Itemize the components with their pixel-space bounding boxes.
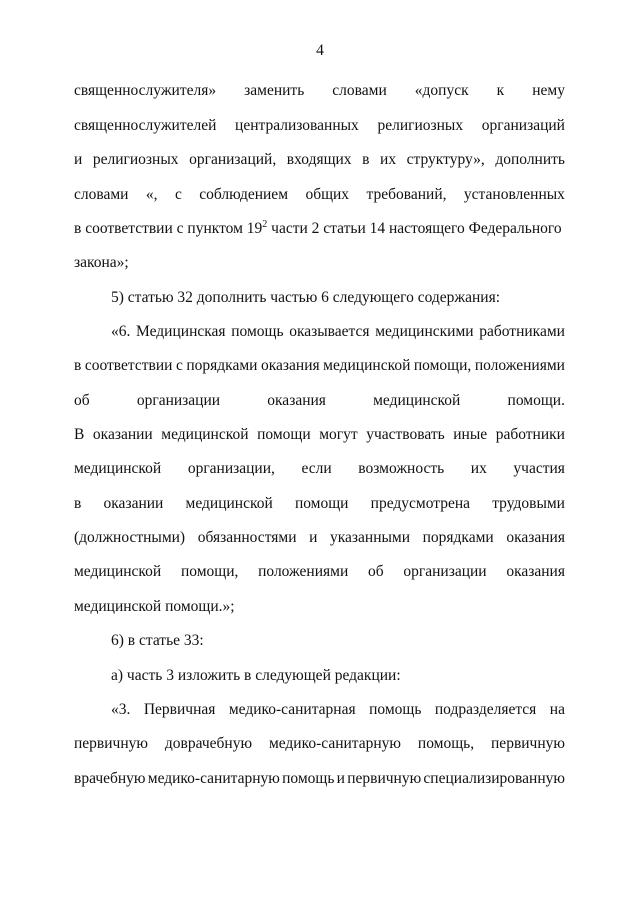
word: с: [175, 357, 183, 374]
word: организации: [403, 563, 487, 580]
word: оказания: [506, 563, 565, 580]
word: словами: [74, 186, 129, 203]
text-line: [74, 424, 565, 446]
word: подразделяется: [434, 701, 537, 718]
word: в: [362, 151, 370, 168]
word: врачебную: [74, 770, 146, 787]
line-text: а) часть 3 изложить в следующей редакции:: [111, 667, 401, 684]
text-line: [74, 252, 565, 274]
word: требований,: [366, 186, 447, 203]
word: работниками: [479, 323, 565, 340]
word: в: [74, 357, 82, 374]
word: «допуск: [414, 82, 469, 99]
word: организации,: [187, 460, 275, 477]
word: заменить: [244, 82, 305, 99]
word: централизованных: [235, 117, 359, 134]
word: в: [74, 495, 82, 512]
word: помощь: [231, 323, 284, 340]
line-text: в соответствии с пунктом 19: [74, 220, 263, 237]
word: медицинской: [185, 495, 273, 512]
word: В: [74, 426, 85, 443]
text-line: [74, 149, 565, 171]
word: к: [496, 82, 505, 99]
text-line: [74, 527, 565, 549]
word: соответствии: [84, 357, 173, 374]
word: участвовать: [366, 426, 445, 443]
word: положениями: [258, 563, 349, 580]
word: «6.: [111, 323, 131, 340]
word: дополнить: [495, 151, 565, 168]
text-line: [74, 493, 565, 515]
word: (должностными): [74, 529, 186, 546]
word: оказания: [260, 357, 320, 374]
word: помощь: [369, 701, 422, 718]
word: с: [174, 186, 182, 203]
word: об: [368, 563, 384, 580]
word: оказывается: [289, 323, 370, 340]
word: медико-санитарную: [268, 735, 402, 752]
word: структуру»,: [406, 151, 485, 168]
word: оказания: [267, 392, 326, 409]
word: обязанностями: [197, 529, 297, 546]
word: их: [380, 151, 397, 168]
text-line: [74, 218, 565, 240]
word: Первичная: [143, 701, 216, 718]
word: медико-санитарную: [147, 770, 280, 787]
text-line: [111, 321, 565, 343]
word: медицинской: [74, 563, 162, 580]
word: входящих: [286, 151, 352, 168]
word: медицинской: [74, 460, 162, 477]
word: помощи,: [413, 357, 472, 374]
word: нему: [532, 82, 565, 99]
text-line: [111, 665, 565, 687]
word: и: [336, 770, 345, 787]
word: медико-санитарная: [228, 701, 356, 718]
word: медицинской: [323, 357, 411, 374]
word: работники: [495, 426, 565, 443]
text-line: [74, 561, 565, 583]
word: предусмотрена: [370, 495, 471, 512]
word: на: [549, 701, 565, 718]
text-line: [74, 768, 565, 790]
word: могут: [319, 426, 358, 443]
line-text: 6) в статье 33:: [111, 632, 204, 649]
text-line: [74, 355, 565, 377]
word: помощи.: [507, 392, 565, 409]
word: «,: [145, 186, 158, 203]
word: общих: [305, 186, 350, 203]
word: оказании: [92, 426, 153, 443]
word: «3.: [111, 701, 131, 718]
word: помощь,: [417, 735, 475, 752]
word: их: [470, 460, 487, 477]
word: установленных: [463, 186, 565, 203]
word: словами: [332, 82, 387, 99]
word: священнослужителей: [74, 117, 217, 134]
text-line: [74, 115, 565, 137]
word: первичную: [491, 735, 565, 752]
word: иные: [453, 426, 488, 443]
word: медицинскими: [375, 323, 474, 340]
word: об: [74, 392, 90, 409]
word: медицинской: [161, 426, 249, 443]
word: участия: [513, 460, 565, 477]
word: первичную: [347, 770, 422, 787]
word: оказания: [506, 529, 565, 546]
word: религиозных: [377, 117, 464, 134]
text-line: [74, 733, 565, 755]
text-line: [111, 630, 565, 652]
line-text: закона»;: [74, 254, 129, 271]
word: трудовыми: [492, 495, 565, 512]
word: медицинской: [373, 392, 461, 409]
word: помощь: [282, 770, 335, 787]
word: организаций: [481, 117, 565, 134]
text-line: [111, 699, 565, 721]
line-text: части 2 статьи 14 настоящего Федерального: [267, 220, 562, 237]
page-number: 4: [316, 42, 324, 59]
line-text: медицинской помощи.»;: [74, 598, 235, 615]
word: помощи: [294, 495, 349, 512]
superscript: 2: [262, 219, 268, 230]
word: и: [309, 529, 318, 546]
word: возможность: [358, 460, 445, 477]
text-line: [74, 390, 565, 412]
word: организаций,: [189, 151, 277, 168]
word: указанными: [329, 529, 411, 546]
word: помощи: [257, 426, 311, 443]
word: и: [74, 151, 83, 168]
line-text: 5) статью 32 дополнить частью 6 следующего содержания:: [111, 289, 501, 306]
word: соблюдением: [199, 186, 288, 203]
word: первичную: [74, 735, 148, 752]
text-line: [74, 184, 565, 206]
text-line: [74, 596, 565, 618]
word: порядками: [186, 357, 258, 374]
word: священнослужителя»: [74, 82, 217, 99]
text-line: [74, 80, 565, 102]
word: организации: [136, 392, 221, 409]
word: специализированную: [423, 770, 565, 787]
word: религиозных: [92, 151, 179, 168]
word: порядками: [422, 529, 494, 546]
word: если: [301, 460, 332, 477]
text-line: [111, 287, 565, 309]
word: помощи,: [180, 563, 239, 580]
word: оказании: [103, 495, 164, 512]
text-line: [74, 458, 565, 480]
word: доврачебную: [164, 735, 253, 752]
word: положениями: [474, 357, 565, 374]
word: Медицинская: [136, 323, 226, 340]
